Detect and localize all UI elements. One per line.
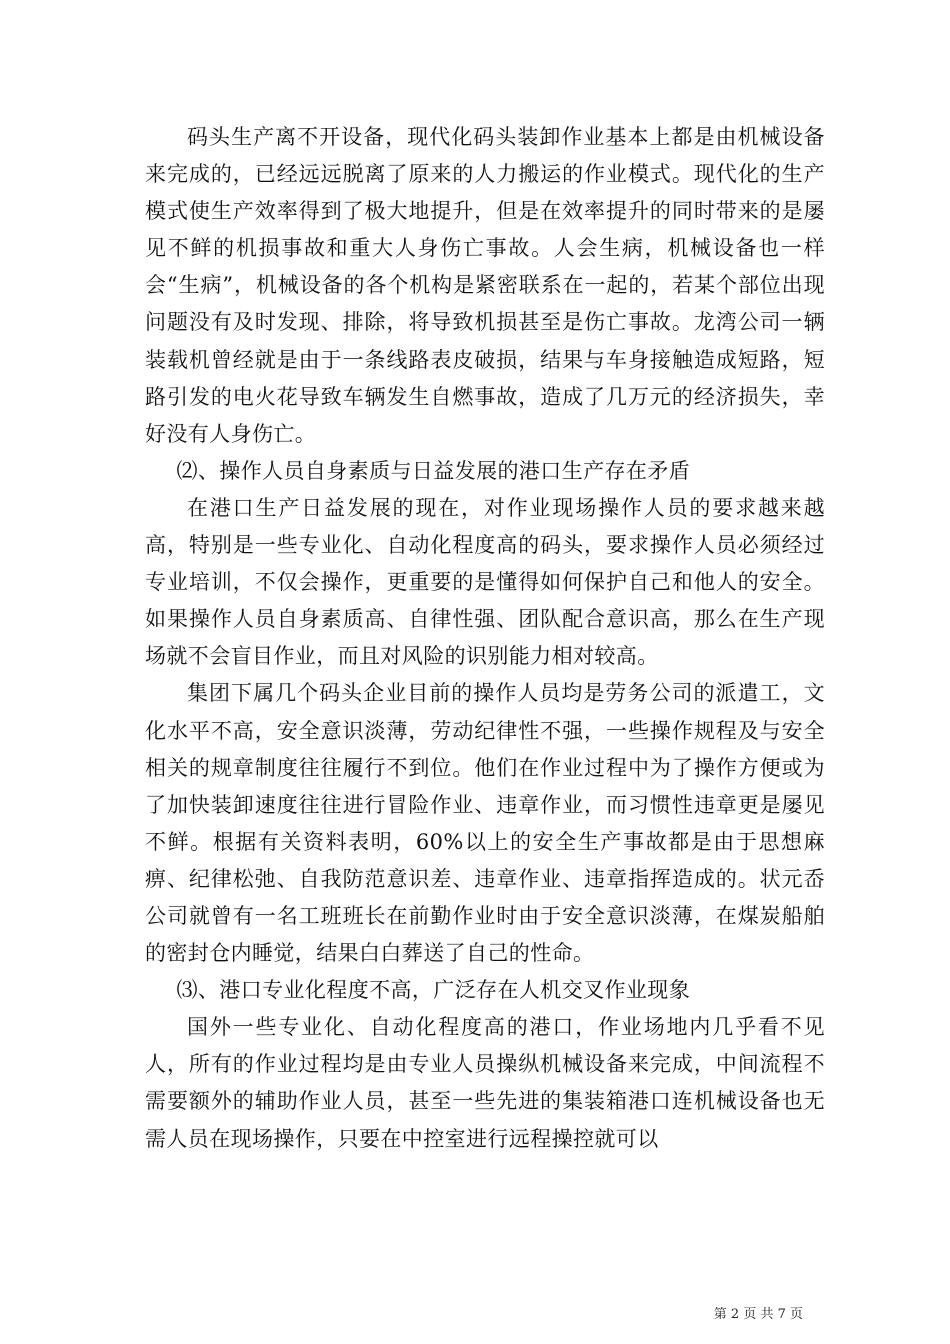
section-heading-3: ⑶、港口专业化程度不高，广泛存在人机交叉作业现象 xyxy=(176,978,691,1003)
page-number: 第 2 页 共 7 页 xyxy=(713,1307,803,1322)
paragraph-operator-requirements: 在港口生产日益发展的现在，对作业现场操作人员的要求越来越高，特别是一些专业化、自动化程度高的码头，要求操作人员必须经过专业培训，不仅会操作，更重要的是懂得如何保护自己和他人的安全。如果操作人员自身素质高、自律性强、团队配合意识高，那么在生产现场就不会盲目作业，而且对风险的识别能力相对较高。 xyxy=(145,495,825,669)
section-heading-2: ⑵、操作人员自身素质与日益发展的港口生产存在矛盾 xyxy=(176,458,691,483)
paragraph-foreign-ports: 国外一些专业化、自动化程度高的港口，作业场地内几乎看不见人，所有的作业过程均是由专业人员操纵机械设备来完成，中间流程不需要额外的辅助作业人员，甚至一些先进的集装箱港口连机械设备也无需人员在现场操作，只要在中控室进行远程操控就可以 xyxy=(145,1015,825,1151)
body-text xyxy=(145,119,825,1158)
paragraph-group-workers: 集团下属几个码头企业目前的操作人员均是劳务公司的派遣工，文化水平不高，安全意识淡薄，劳动纪律性不强，一些操作规程及与安全相关的规章制度往往履行不到位。他们在作业过程中为了操作方便或为了加快装卸速度往往进行冒险作业、违章作业，而习惯性违章更是屡见不鲜。根据有关资料表明，60%以上的安全生产事故都是由于思想麻痹、纪律松弛、自我防范意识差、违章作业、违章指挥造成的。状元岙公司就曾有一名工班班长在前勤作业时由于安全意识淡薄，在煤炭船舶的密封仓内睡觉，结果白白葬送了自己的性命。 xyxy=(145,681,825,966)
paragraph-equipment: 码头生产离不开设备，现代化码头装卸作业基本上都是由机械设备来完成的，已经远远脱离了原来的人力搬运的作业模式。现代化的生产模式使生产效率得到了极大地提升，但是在效率提升的同时带来的是屡见不鲜的机损事故和重大人身伤亡事故。人会生病，机械设备也一样会“生病”，机械设备的各个机构是紧密联系在一起的，若某个部位出现问题没有及时发现、排除，将导致机损甚至是伤亡事故。龙湾公司一辆装载机曾经就是由于一条线路表皮破损，结果与车身接触造成短路，短路引发的电火花导致车辆发生自燃事故，造成了几万元的经济损失，幸好没有人身伤亡。 xyxy=(145,125,825,446)
